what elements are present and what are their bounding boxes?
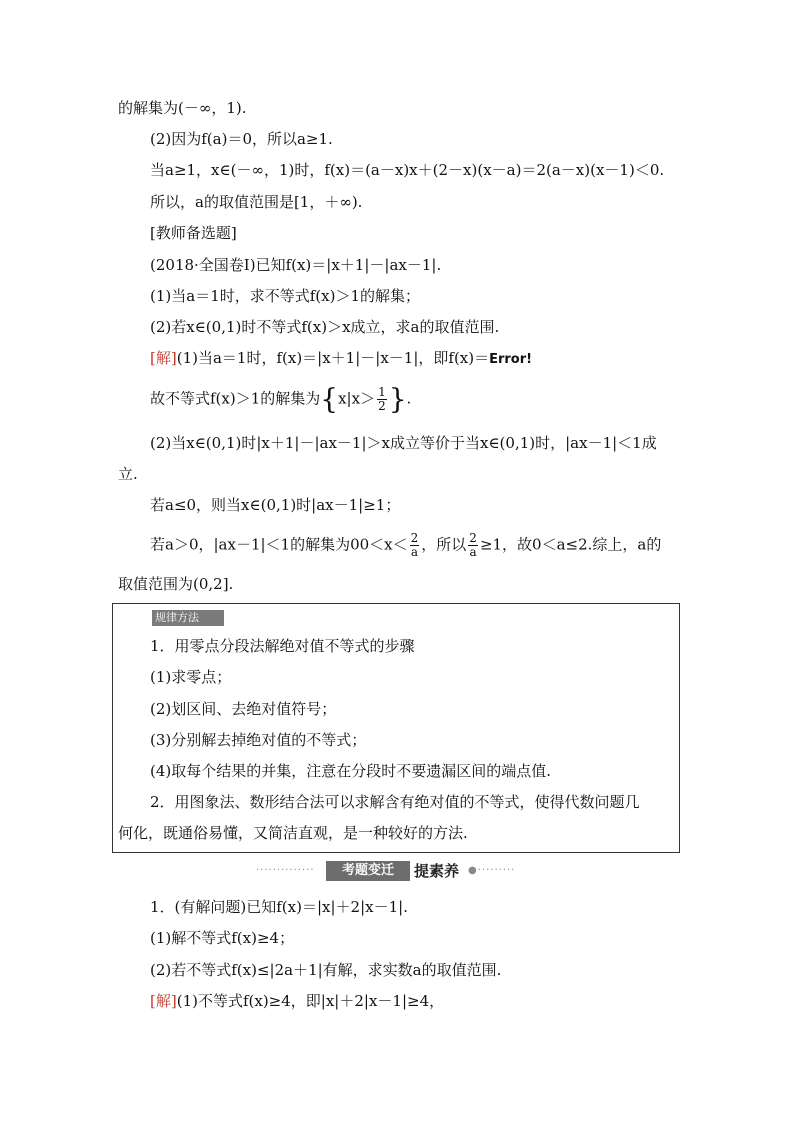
text-segment: 若a＞0，|ax－1|＜1的解集为00＜x＜ [150, 535, 408, 554]
fraction [377, 386, 387, 413]
set-brace-right: } [388, 382, 407, 416]
solution-line [150, 348, 532, 370]
banner-label-left: 考题变迁 [326, 861, 410, 881]
fraction [468, 532, 478, 559]
method-item: (1)求零点； [150, 668, 232, 686]
set-brace-left: { [320, 382, 339, 416]
question-part-1: (1)解不等式f(x)≥4； [150, 929, 295, 947]
problem-part-1: (1)当a＝1时，求不等式f(x)＞1的解集； [150, 287, 420, 305]
fraction-denominator: 2 [378, 399, 386, 413]
solution-text: (1)当a＝1时，f(x)＝|x＋1|－|x－1|，即f(x)＝ [176, 349, 490, 367]
banner-dots-left: ·············· [256, 865, 315, 876]
text-line: 当a≥1，x∈(－∞，1)时，f(x)＝(a－x)x＋(2－x)(x－a)＝2(a－x)(x－1)＜0. [150, 161, 665, 179]
solution-text: (1)不等式f(x)≥4，即|x|＋2|x－1|≥4， [176, 992, 445, 1010]
solution-tag: [解] [150, 992, 177, 1010]
error-text: Error! [489, 352, 533, 367]
banner-dots-right: ●········· [468, 865, 516, 876]
section-heading: [教师备选题] [150, 224, 237, 242]
text-line: 的解集为(－∞，1). [118, 99, 247, 117]
solution-line [150, 991, 444, 1011]
fraction [410, 532, 420, 559]
banner-label-right: 提素养 [414, 862, 460, 880]
fraction-denominator: a [410, 545, 419, 559]
text-line: 若a≤0，则当x∈(0,1)时|ax－1|≥1； [150, 496, 401, 514]
question: 1．(有解问题)已知f(x)＝|x|＋2|x－1|. [150, 898, 408, 916]
section-banner [256, 860, 526, 882]
fraction-numerator: 2 [410, 531, 419, 545]
text-line: 立. [118, 465, 138, 483]
text-line: 取值范围为(0,2]. [118, 575, 234, 593]
solution-set-line: 故不等式f(x)＞1的解集为{x|x＞ $\frac{1}{2}$ }. [150, 382, 412, 416]
text-line: (2)因为f(a)＝0，所以a≥1. [150, 130, 333, 148]
problem-part-2: (2)若x∈(0,1)时不等式f(x)＞x成立，求a的取值范围. [150, 318, 500, 336]
method-item: 1．用零点分段法解绝对值不等式的步骤 [150, 637, 415, 655]
text-segment: ，所以 [421, 535, 467, 554]
method-item: 2．用图象法、数形结合法可以求解含有绝对值的不等式，使得代数问题几 [150, 793, 640, 811]
question-part-2: (2)若不等式f(x)≤|2a＋1|有解，求实数a的取值范围. [150, 961, 502, 979]
text-line: 所以，a的取值范围是[1，＋∞). [150, 193, 363, 211]
method-item: (3)分别解去掉绝对值的不等式； [150, 731, 367, 749]
method-tag: 规律方法 [152, 610, 224, 626]
solution-tag: [解] [150, 349, 177, 367]
set-expression: x|x＞ [338, 389, 376, 408]
method-item: 何化，既通俗易懂，又简洁直观，是一种较好的方法. [118, 824, 468, 842]
text-line-with-fractions [150, 532, 661, 559]
solution-set-label: 故不等式f(x)＞1的解集为 [150, 389, 321, 408]
text-segment: ≥1，故0＜a≤2.综上，a的 [479, 535, 662, 554]
fraction-denominator: a [469, 545, 477, 559]
fraction-numerator: 1 [378, 385, 386, 399]
method-item: (4)取每个结果的并集，注意在分段时不要遗漏区间的端点值. [150, 762, 552, 780]
problem-statement: (2018·全国卷Ⅰ)已知f(x)＝|x＋1|－|ax－1|. [150, 256, 442, 274]
fraction-numerator: 2 [469, 531, 477, 545]
method-item: (2)划区间、去绝对值符号； [150, 700, 337, 718]
text-line: (2)当x∈(0,1)时|x＋1|－|ax－1|＞x成立等价于当x∈(0,1)时，|ax－1|＜1成 [150, 434, 657, 452]
